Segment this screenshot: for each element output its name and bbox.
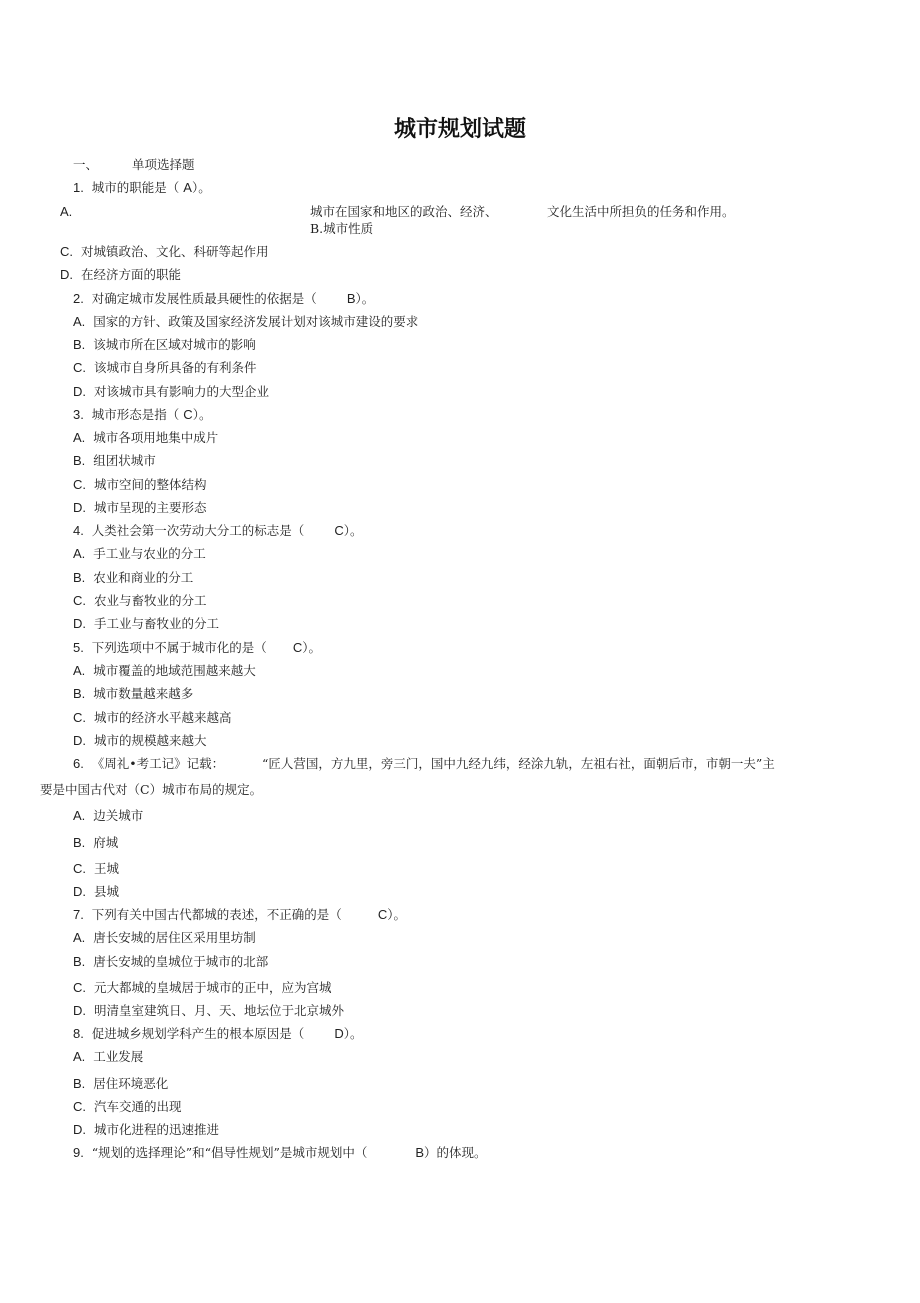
- q1-option-c: C. 对城镇政治、文化、科研等起作用: [60, 244, 269, 259]
- q4-option: B. 农业和商业的分工: [73, 570, 194, 585]
- q4-option: D. 手工业与畜牧业的分工: [73, 616, 219, 631]
- q1-option-d: D. 在经济方面的职能: [60, 267, 181, 282]
- q6-option: A. 边关城市: [73, 808, 144, 823]
- q7-option: A. 唐长安城的居住区采用里坊制: [73, 930, 256, 945]
- answer-9: B: [415, 1145, 425, 1160]
- answer-2: B: [346, 291, 356, 306]
- answer-3: C: [183, 407, 193, 422]
- question-4: 4. 人类社会第一次劳动大分工的标志是（ C）。: [73, 523, 363, 538]
- q1-option-a-text-1: 城市在国家和地区的政治、经济、: [310, 204, 498, 219]
- q7-option: D. 明清皇室建筑日、月、天、地坛位于北京城外: [73, 1003, 344, 1018]
- q3-option: A. 城市各项用地集中成片: [73, 430, 219, 445]
- answer-5: C: [292, 640, 303, 655]
- section-heading: [73, 157, 195, 173]
- q8-option: C. 汽车交通的出现: [73, 1099, 182, 1114]
- q2-option: A. 国家的方针、政策及国家经济发展计划对该城市建设的要求: [73, 314, 419, 329]
- question-2: 2. 对确定城市发展性质最具硬性的依据是（ B）。: [73, 291, 375, 306]
- q2-option: D. 对该城市具有影响力的大型企业: [73, 384, 269, 399]
- q3-option: B. 组团状城市: [73, 453, 156, 468]
- q5-option: B. 城市数量越来越多: [73, 686, 194, 701]
- answer-7: C: [377, 907, 388, 922]
- question-6-quote: “匠人营国，方九里，旁三门，国中九经九纬，经涂九轨，左祖右社，面朝后市，市朝一夫”主: [262, 756, 775, 771]
- question-5: 5. 下列选项中不属于城市化的是（ C）。: [73, 640, 321, 655]
- q6-option: B. 府城: [73, 835, 119, 850]
- q2-option: C. 该城市自身所具备的有利条件: [73, 360, 257, 375]
- q2-option: B. 该城市所在区域对城市的影响: [73, 337, 256, 352]
- answer-8: D: [334, 1026, 344, 1041]
- question-9: 9. “规划的选择理论”和“倡导性规划”是城市规划中（ B）的体现。: [73, 1145, 487, 1160]
- answer-1: A: [183, 180, 192, 195]
- q7-option: C. 元大都城的皇城居于城市的正中，应为宫城: [73, 980, 332, 995]
- answer-4: C: [334, 523, 344, 538]
- question-7: 7. 下列有关中国古代都城的表述，不正确的是（ C）。: [73, 907, 406, 922]
- q5-option: C. 城市的经济水平越来越高: [73, 710, 232, 725]
- question-6-line-2: 要是中国古代对（C）城市布局的规定。: [40, 782, 263, 797]
- q7-option: B. 唐长安城的皇城位于城市的北部: [73, 954, 269, 969]
- section-number: 一、: [73, 157, 99, 172]
- q5-option: D. 城市的规模越来越大: [73, 733, 207, 748]
- q1-option-a-text-2: 文化生活中所担负的任务和作用。: [547, 204, 735, 219]
- q6-option: D. 县城: [73, 884, 119, 899]
- question-8: 8. 促进城乡规划学科产生的根本原因是（ D）。: [73, 1026, 363, 1041]
- q1-option-a-letter: A.: [60, 204, 73, 219]
- section-label: 单项选择题: [132, 157, 195, 172]
- q6-option: C. 王城: [73, 861, 119, 876]
- q8-option: D. 城市化进程的迅速推进: [73, 1122, 219, 1137]
- question-3: 3. 城市形态是指（ C）。: [73, 407, 212, 422]
- q1-option-b: B.城市性质: [310, 221, 374, 236]
- q5-option: A. 城市覆盖的地域范围越来越大: [73, 663, 256, 678]
- q4-option: A. 手工业与农业的分工: [73, 546, 206, 561]
- q3-option: C. 城市空间的整体结构: [73, 477, 207, 492]
- question-6: 6. 《周礼•考工记》记载：: [73, 756, 225, 771]
- q8-option: B. 居住环境恶化: [73, 1076, 169, 1091]
- q4-option: C. 农业与畜牧业的分工: [73, 593, 207, 608]
- q3-option: D. 城市呈现的主要形态: [73, 500, 207, 515]
- page-title: 城市规划试题: [393, 117, 526, 142]
- question-1: 1. 城市的职能是（ A）。: [73, 180, 211, 195]
- q8-option: A. 工业发展: [73, 1049, 144, 1064]
